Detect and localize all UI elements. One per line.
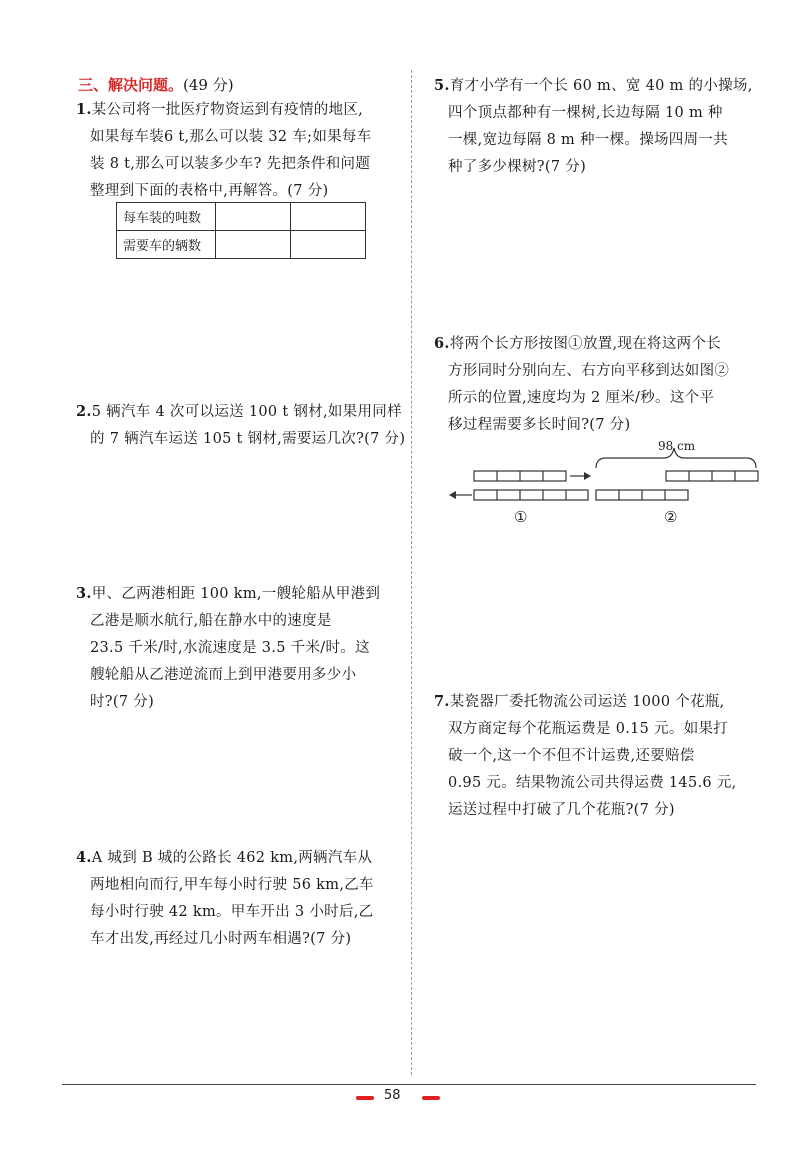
column-divider	[411, 70, 412, 1075]
question-6: 6.将两个长方形按图①放置,现在将这两个长 方形同时分别向左、右方向平移到达如图② 所示的位置,速度均为 2 厘米/秒。这个平 移过程需要多长时间?(7 分)	[434, 335, 730, 433]
right-arrow-icon	[570, 472, 591, 480]
table-cell[interactable]	[216, 203, 291, 231]
question-3: 3.甲、乙两港相距 100 km,一艘轮船从甲港到 乙港是顺水航行,船在静水中的速度是 23.5 千米/时,水流速度是 3.5 千米/时。这 艘轮船从乙港逆流而上到甲港要用多少小 时?(7 分)	[76, 585, 381, 710]
distance-label: 98 cm	[658, 439, 696, 453]
page-number: 58	[384, 1088, 401, 1103]
page-number-dash-left	[356, 1096, 374, 1100]
table-cell[interactable]	[291, 203, 366, 231]
table-row-label: 每车装的吨数	[117, 203, 216, 231]
figure-1-label: ①	[514, 508, 528, 526]
figure-1-top-rectangle	[474, 471, 566, 481]
figure-2-label: ②	[664, 508, 678, 526]
question-2: 2.5 辆汽车 4 次可以运送 100 t 钢材,如果用同样 的 7 辆汽车运送 105 t 钢材,需要运几次?(7 分)	[76, 403, 406, 447]
question-1: 1.某公司将一批医疗物资运到有疫情的地区, 如果每车装6 t,那么可以装 32 车;如果每车 装 8 t,那么可以装多少车? 先把条件和问题 整理到下面的表格中,再解答。(7 分)	[76, 101, 372, 199]
question-4: 4.A 城到 B 城的公路长 462 km,两辆汽车从 两地相向而行,甲车每小时行驶 56 km,乙车 每小时行驶 42 km。甲车开出 3 小时后,乙 车才出发,再经过几小时两车相遇?(7 分)	[76, 849, 374, 947]
table-cell[interactable]	[216, 231, 291, 259]
page-number-dash-right	[422, 1096, 440, 1100]
table-row-label: 需要车的辆数	[117, 231, 216, 259]
question-5: 5.育才小学有一个长 60 m、宽 40 m 的小操场, 四个顶点都种有一棵树,长边每隔 10 m 种 一棵,宽边每隔 8 m 种一棵。操场四周一共 种了多少棵树?(7 分)	[434, 77, 753, 175]
table-cell[interactable]	[291, 231, 366, 259]
figure-1-bottom-rectangle	[474, 490, 588, 500]
translation-diagram	[446, 438, 776, 528]
figure-2-top-rectangle	[666, 471, 758, 481]
figure-2-bottom-rectangle	[596, 490, 688, 500]
data-table	[116, 202, 366, 259]
question-7: 7.某瓷器厂委托物流公司运送 1000 个花瓶, 双方商定每个花瓶运费是 0.15 元。如果打 破一个,这一个不但不计运费,还要赔偿 0.95 元。结果物流公司共得运费 145.6 元, 运送过程中打破了几个花瓶?(7 分)	[434, 693, 737, 818]
section-title: 三、解决问题。(49 分)	[78, 76, 234, 94]
left-arrow-icon	[449, 491, 472, 499]
footer-line	[62, 1084, 756, 1085]
